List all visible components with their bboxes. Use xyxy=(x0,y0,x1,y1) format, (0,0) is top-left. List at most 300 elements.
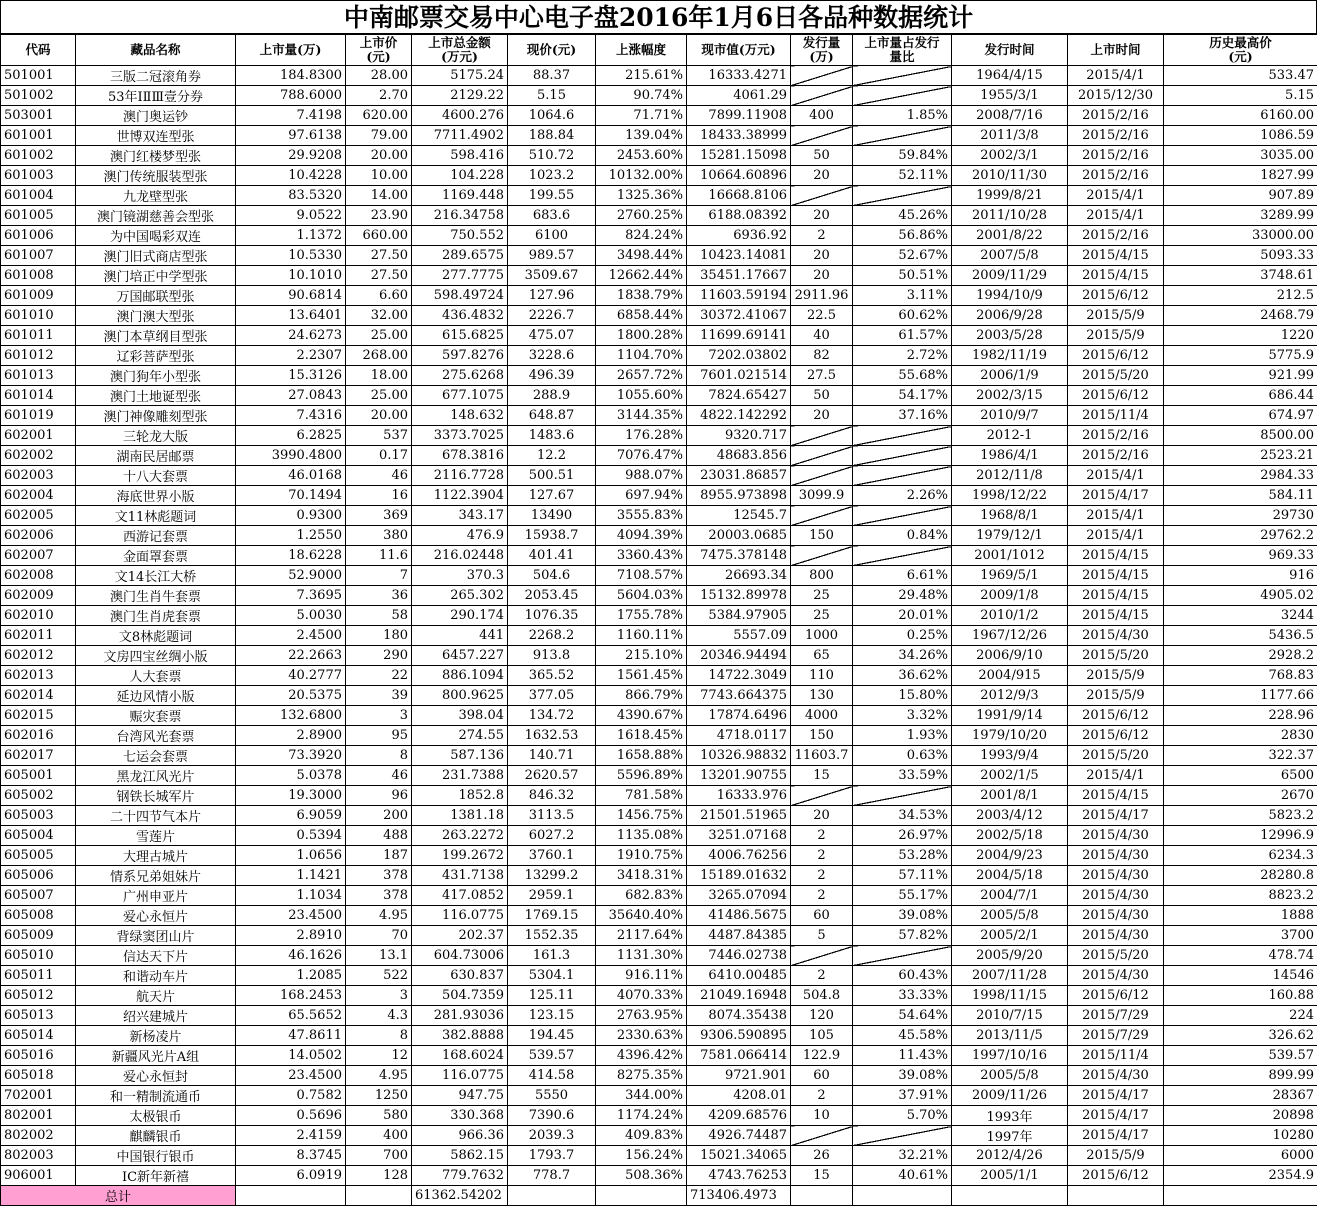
cell-list-amount[interactable]: 1852.8 xyxy=(412,786,508,806)
cell-list-date[interactable]: 2015/6/12 xyxy=(1068,386,1164,406)
cell-list-date[interactable]: 2015/4/1 xyxy=(1068,766,1164,786)
cell-rise[interactable]: 1325.36% xyxy=(596,186,687,206)
cell-code[interactable]: 802003 xyxy=(1,1146,76,1166)
cell-listed-qty[interactable]: 5.0030 xyxy=(236,606,346,626)
cell-issue-date[interactable]: 2006/9/28 xyxy=(952,306,1068,326)
cell-market-value[interactable]: 4926.74487 xyxy=(687,1126,791,1146)
cell-list-amount[interactable]: 630.837 xyxy=(412,966,508,986)
cell-history-high[interactable]: 29762.2 xyxy=(1164,526,1317,546)
cell-history-high[interactable]: 2928.2 xyxy=(1164,646,1317,666)
cell-list-amount[interactable]: 436.4832 xyxy=(412,306,508,326)
cell-issue-date[interactable]: 2005/1/1 xyxy=(952,1166,1068,1186)
cell-history-high[interactable]: 478.74 xyxy=(1164,946,1317,966)
cell-list-price[interactable]: 290 xyxy=(346,646,412,666)
cell-issue-date[interactable]: 2009/11/29 xyxy=(952,266,1068,286)
cell-current-price[interactable]: 500.51 xyxy=(508,466,596,486)
cell-listed-qty[interactable]: 97.6138 xyxy=(236,126,346,146)
cell-history-high[interactable]: 160.88 xyxy=(1164,986,1317,1006)
cell-issue-qty[interactable]: 27.5 xyxy=(791,366,853,386)
cell-list-price[interactable]: 369 xyxy=(346,506,412,526)
cell-current-price[interactable]: 683.6 xyxy=(508,206,596,226)
cell-list-date[interactable]: 2015/4/1 xyxy=(1068,466,1164,486)
cell-name[interactable]: 澳门红楼梦型张 xyxy=(76,146,236,166)
cell-market-value[interactable]: 10423.14081 xyxy=(687,246,791,266)
cell-code[interactable]: 605008 xyxy=(1,906,76,926)
cell-rise[interactable]: 1160.11% xyxy=(596,626,687,646)
cell-listed-qty[interactable]: 0.7582 xyxy=(236,1086,346,1106)
cell-rise[interactable]: 1135.08% xyxy=(596,826,687,846)
cell-current-price[interactable]: 134.72 xyxy=(508,706,596,726)
cell-issue-date[interactable]: 2010/7/15 xyxy=(952,1006,1068,1026)
cell-listed-qty[interactable]: 18.6228 xyxy=(236,546,346,566)
cell-issue-qty[interactable]: 20 xyxy=(791,806,853,826)
cell-issue-qty[interactable]: 82 xyxy=(791,346,853,366)
cell-code[interactable]: 602005 xyxy=(1,506,76,526)
cell-list-amount[interactable]: 289.6575 xyxy=(412,246,508,266)
cell-list-amount[interactable]: 398.04 xyxy=(412,706,508,726)
cell-code[interactable]: 605004 xyxy=(1,826,76,846)
cell-list-amount[interactable]: 4600.276 xyxy=(412,106,508,126)
cell-history-high[interactable]: 8823.2 xyxy=(1164,886,1317,906)
cell-list-amount[interactable]: 604.73006 xyxy=(412,946,508,966)
cell-history-high[interactable]: 768.83 xyxy=(1164,666,1317,686)
cell-issue-date[interactable]: 2005/9/20 xyxy=(952,946,1068,966)
cell-ratio[interactable]: 60.62% xyxy=(853,306,952,326)
cell-listed-qty[interactable]: 3990.4800 xyxy=(236,446,346,466)
cell-market-value[interactable]: 35451.17667 xyxy=(687,266,791,286)
cell-market-value[interactable]: 8955.973898 xyxy=(687,486,791,506)
cell-history-high[interactable]: 5.15 xyxy=(1164,86,1317,106)
cell-list-date[interactable]: 2015/2/16 xyxy=(1068,106,1164,126)
cell-code[interactable]: 605007 xyxy=(1,886,76,906)
cell-list-date[interactable]: 2015/4/30 xyxy=(1068,1066,1164,1086)
cell-ratio[interactable] xyxy=(853,186,952,206)
cell-issue-qty[interactable]: 20 xyxy=(791,266,853,286)
cell-issue-date[interactable]: 2005/2/1 xyxy=(952,926,1068,946)
cell-rise[interactable]: 139.04% xyxy=(596,126,687,146)
cell-issue-qty[interactable]: 5 xyxy=(791,926,853,946)
cell-code[interactable]: 602014 xyxy=(1,686,76,706)
cell-market-value[interactable]: 12545.7 xyxy=(687,506,791,526)
cell-current-price[interactable]: 539.57 xyxy=(508,1046,596,1066)
cell-list-date[interactable]: 2015/6/12 xyxy=(1068,1166,1164,1186)
cell-market-value[interactable]: 15132.89978 xyxy=(687,586,791,606)
cell-ratio[interactable]: 61.57% xyxy=(853,326,952,346)
cell-name[interactable]: 情系兄弟姐妹片 xyxy=(76,866,236,886)
cell-rise[interactable]: 5604.03% xyxy=(596,586,687,606)
cell-list-amount[interactable]: 5862.15 xyxy=(412,1146,508,1166)
cell-rise[interactable]: 1456.75% xyxy=(596,806,687,826)
column-header-code[interactable]: 代码 xyxy=(1,35,76,66)
cell-market-value[interactable]: 4743.76253 xyxy=(687,1166,791,1186)
cell-issue-date[interactable]: 1998/12/22 xyxy=(952,486,1068,506)
cell-rise[interactable]: 3144.35% xyxy=(596,406,687,426)
cell-list-price[interactable]: 380 xyxy=(346,526,412,546)
cell-listed-qty[interactable]: 90.6814 xyxy=(236,286,346,306)
cell-issue-qty[interactable]: 26 xyxy=(791,1146,853,1166)
column-header-issue-date[interactable]: 发行时间 xyxy=(952,35,1068,66)
cell-issue-date[interactable]: 2004/5/18 xyxy=(952,866,1068,886)
cell-history-high[interactable]: 6000 xyxy=(1164,1146,1317,1166)
cell-name[interactable]: 航天片 xyxy=(76,986,236,1006)
cell-rise[interactable]: 2453.60% xyxy=(596,146,687,166)
cell-code[interactable]: 602001 xyxy=(1,426,76,446)
cell-issue-qty[interactable]: 110 xyxy=(791,666,853,686)
cell-listed-qty[interactable]: 40.2777 xyxy=(236,666,346,686)
cell-list-price[interactable]: 46 xyxy=(346,766,412,786)
cell-ratio[interactable] xyxy=(853,946,952,966)
cell-list-amount[interactable]: 947.75 xyxy=(412,1086,508,1106)
cell-market-value[interactable]: 7743.664375 xyxy=(687,686,791,706)
cell-rise[interactable]: 781.58% xyxy=(596,786,687,806)
cell-list-amount[interactable]: 330.368 xyxy=(412,1106,508,1126)
cell-name[interactable]: 雪莲片 xyxy=(76,826,236,846)
cell-market-value[interactable]: 7581.066414 xyxy=(687,1046,791,1066)
cell-issue-date[interactable]: 2012-1 xyxy=(952,426,1068,446)
cell-issue-qty[interactable] xyxy=(791,186,853,206)
cell-issue-qty[interactable]: 2 xyxy=(791,826,853,846)
cell-code[interactable]: 602011 xyxy=(1,626,76,646)
cell-listed-qty[interactable]: 0.5696 xyxy=(236,1106,346,1126)
cell-issue-qty[interactable]: 22.5 xyxy=(791,306,853,326)
cell-issue-qty[interactable]: 15 xyxy=(791,1166,853,1186)
column-header-listed-qty[interactable]: 上市量(万) xyxy=(236,35,346,66)
cell-list-date[interactable]: 2015/4/1 xyxy=(1068,186,1164,206)
cell-name[interactable]: 万国邮联型张 xyxy=(76,286,236,306)
cell-list-amount[interactable]: 779.7632 xyxy=(412,1166,508,1186)
cell-market-value[interactable]: 16668.8106 xyxy=(687,186,791,206)
cell-list-amount[interactable]: 265.302 xyxy=(412,586,508,606)
cell-list-price[interactable]: 14.00 xyxy=(346,186,412,206)
cell-issue-date[interactable]: 2012/9/3 xyxy=(952,686,1068,706)
cell-issue-qty[interactable] xyxy=(791,466,853,486)
cell-market-value[interactable]: 10326.98832 xyxy=(687,746,791,766)
cell-issue-date[interactable]: 2003/5/28 xyxy=(952,326,1068,346)
cell-code[interactable]: 601014 xyxy=(1,386,76,406)
cell-list-price[interactable]: 537 xyxy=(346,426,412,446)
cell-list-amount[interactable]: 116.0775 xyxy=(412,906,508,926)
cell-list-amount[interactable]: 750.552 xyxy=(412,226,508,246)
cell-list-date[interactable]: 2015/5/9 xyxy=(1068,326,1164,346)
cell-market-value[interactable]: 4822.142292 xyxy=(687,406,791,426)
cell-history-high[interactable]: 228.96 xyxy=(1164,706,1317,726)
cell-market-value[interactable]: 7446.02738 xyxy=(687,946,791,966)
cell-list-price[interactable]: 18.00 xyxy=(346,366,412,386)
cell-rise[interactable]: 7108.57% xyxy=(596,566,687,586)
cell-list-date[interactable]: 2015/4/17 xyxy=(1068,1126,1164,1146)
cell-code[interactable]: 602012 xyxy=(1,646,76,666)
cell-list-amount[interactable]: 2129.22 xyxy=(412,86,508,106)
cell-rise[interactable]: 3498.44% xyxy=(596,246,687,266)
cell-name[interactable]: 澳门神像雕刻型张 xyxy=(76,406,236,426)
cell-list-date[interactable]: 2015/4/1 xyxy=(1068,526,1164,546)
cell-market-value[interactable]: 4718.0117 xyxy=(687,726,791,746)
cell-current-price[interactable]: 199.55 xyxy=(508,186,596,206)
total-label[interactable]: 总计 xyxy=(1,1186,236,1206)
cell-list-amount[interactable]: 678.3816 xyxy=(412,446,508,466)
cell-market-value[interactable]: 15021.34065 xyxy=(687,1146,791,1166)
cell-history-high[interactable]: 1177.66 xyxy=(1164,686,1317,706)
cell-issue-qty[interactable]: 2 xyxy=(791,846,853,866)
cell-current-price[interactable]: 123.15 xyxy=(508,1006,596,1026)
cell-list-date[interactable]: 2015/5/9 xyxy=(1068,306,1164,326)
cell-issue-qty[interactable] xyxy=(791,426,853,446)
cell-list-date[interactable]: 2015/4/17 xyxy=(1068,1086,1164,1106)
cell-ratio[interactable]: 1.93% xyxy=(853,726,952,746)
cell-issue-date[interactable]: 1994/10/9 xyxy=(952,286,1068,306)
cell-issue-qty[interactable]: 50 xyxy=(791,386,853,406)
cell-issue-qty[interactable]: 10 xyxy=(791,1106,853,1126)
cell-code[interactable]: 605013 xyxy=(1,1006,76,1026)
cell-name[interactable]: 澳门培正中学型张 xyxy=(76,266,236,286)
cell-rise[interactable]: 2760.25% xyxy=(596,206,687,226)
cell-history-high[interactable]: 1888 xyxy=(1164,906,1317,926)
cell-code[interactable]: 605009 xyxy=(1,926,76,946)
cell-issue-qty[interactable]: 122.9 xyxy=(791,1046,853,1066)
cell-ratio[interactable]: 39.08% xyxy=(853,1066,952,1086)
cell-market-value[interactable]: 6188.08392 xyxy=(687,206,791,226)
cell-list-price[interactable]: 200 xyxy=(346,806,412,826)
cell-list-price[interactable]: 25.00 xyxy=(346,326,412,346)
cell-list-date[interactable]: 2015/4/30 xyxy=(1068,886,1164,906)
cell-listed-qty[interactable]: 788.6000 xyxy=(236,86,346,106)
cell-list-price[interactable]: 27.50 xyxy=(346,246,412,266)
cell-ratio[interactable]: 3.11% xyxy=(853,286,952,306)
cell-issue-date[interactable]: 2011/3/8 xyxy=(952,126,1068,146)
cell-ratio[interactable]: 3.32% xyxy=(853,706,952,726)
cell-ratio[interactable]: 32.21% xyxy=(853,1146,952,1166)
cell-list-price[interactable]: 0.17 xyxy=(346,446,412,466)
cell-history-high[interactable]: 3289.99 xyxy=(1164,206,1317,226)
cell-ratio[interactable] xyxy=(853,86,952,106)
cell-code[interactable]: 602007 xyxy=(1,546,76,566)
cell-current-price[interactable]: 510.72 xyxy=(508,146,596,166)
cell-current-price[interactable]: 1023.2 xyxy=(508,166,596,186)
cell-listed-qty[interactable]: 46.1626 xyxy=(236,946,346,966)
cell-list-date[interactable]: 2015/4/15 xyxy=(1068,786,1164,806)
cell-listed-qty[interactable]: 1.1372 xyxy=(236,226,346,246)
cell-code[interactable]: 605012 xyxy=(1,986,76,1006)
cell-name[interactable]: 世博双连型张 xyxy=(76,126,236,146)
cell-market-value[interactable]: 23031.86857 xyxy=(687,466,791,486)
cell-list-price[interactable]: 187 xyxy=(346,846,412,866)
cell-rise[interactable]: 90.74% xyxy=(596,86,687,106)
cell-name[interactable]: 和一精制流通币 xyxy=(76,1086,236,1106)
cell-listed-qty[interactable]: 70.1494 xyxy=(236,486,346,506)
cell-listed-qty[interactable]: 29.9208 xyxy=(236,146,346,166)
cell-history-high[interactable]: 5093.33 xyxy=(1164,246,1317,266)
cell-list-amount[interactable]: 148.632 xyxy=(412,406,508,426)
cell-ratio[interactable]: 36.62% xyxy=(853,666,952,686)
cell-name[interactable]: 绍兴建城片 xyxy=(76,1006,236,1026)
cell-history-high[interactable]: 1220 xyxy=(1164,326,1317,346)
cell-market-value[interactable]: 3265.07094 xyxy=(687,886,791,906)
cell-code[interactable]: 601001 xyxy=(1,126,76,146)
cell-issue-date[interactable]: 1979/12/1 xyxy=(952,526,1068,546)
cell-listed-qty[interactable]: 1.1421 xyxy=(236,866,346,886)
cell-listed-qty[interactable]: 6.0919 xyxy=(236,1166,346,1186)
cell-list-price[interactable]: 378 xyxy=(346,886,412,906)
cell-ratio[interactable]: 6.61% xyxy=(853,566,952,586)
cell-current-price[interactable]: 288.9 xyxy=(508,386,596,406)
cell-list-date[interactable]: 2015/6/12 xyxy=(1068,726,1164,746)
cell-current-price[interactable]: 377.05 xyxy=(508,686,596,706)
cell-rise[interactable]: 4070.33% xyxy=(596,986,687,1006)
cell-rise[interactable]: 1910.75% xyxy=(596,846,687,866)
cell-list-price[interactable]: 128 xyxy=(346,1166,412,1186)
cell-ratio[interactable]: 45.26% xyxy=(853,206,952,226)
cell-issue-qty[interactable]: 4000 xyxy=(791,706,853,726)
cell-list-date[interactable]: 2015/2/16 xyxy=(1068,446,1164,466)
cell-history-high[interactable]: 29730 xyxy=(1164,506,1317,526)
cell-issue-date[interactable]: 1979/10/20 xyxy=(952,726,1068,746)
cell-issue-date[interactable]: 2010/11/30 xyxy=(952,166,1068,186)
cell-market-value[interactable]: 7202.03802 xyxy=(687,346,791,366)
cell-rise[interactable]: 916.11% xyxy=(596,966,687,986)
cell-list-amount[interactable]: 281.93036 xyxy=(412,1006,508,1026)
cell-list-date[interactable]: 2015/4/17 xyxy=(1068,1106,1164,1126)
cell-current-price[interactable]: 365.52 xyxy=(508,666,596,686)
cell-current-price[interactable]: 188.84 xyxy=(508,126,596,146)
cell-issue-qty[interactable]: 3099.9 xyxy=(791,486,853,506)
cell-list-amount[interactable]: 1381.18 xyxy=(412,806,508,826)
cell-list-price[interactable]: 580 xyxy=(346,1106,412,1126)
cell-rise[interactable]: 3418.31% xyxy=(596,866,687,886)
cell-market-value[interactable]: 20003.0685 xyxy=(687,526,791,546)
cell-list-amount[interactable]: 417.0852 xyxy=(412,886,508,906)
cell-code[interactable]: 602015 xyxy=(1,706,76,726)
cell-issue-date[interactable]: 1998/11/15 xyxy=(952,986,1068,1006)
cell-market-value[interactable]: 4487.84385 xyxy=(687,926,791,946)
cell-list-amount[interactable]: 886.1094 xyxy=(412,666,508,686)
cell-rise[interactable]: 71.71% xyxy=(596,106,687,126)
cell-list-price[interactable]: 488 xyxy=(346,826,412,846)
cell-code[interactable]: 601010 xyxy=(1,306,76,326)
cell-rise[interactable]: 2763.95% xyxy=(596,1006,687,1026)
cell-list-date[interactable]: 2015/11/4 xyxy=(1068,406,1164,426)
cell-history-high[interactable]: 322.37 xyxy=(1164,746,1317,766)
cell-list-amount[interactable]: 5175.24 xyxy=(412,66,508,86)
cell-name[interactable]: 辽彩菩萨型张 xyxy=(76,346,236,366)
cell-rise[interactable]: 3555.83% xyxy=(596,506,687,526)
cell-code[interactable]: 602004 xyxy=(1,486,76,506)
cell-code[interactable]: 906001 xyxy=(1,1166,76,1186)
cell-issue-qty[interactable] xyxy=(791,946,853,966)
cell-history-high[interactable]: 8500.00 xyxy=(1164,426,1317,446)
cell-issue-date[interactable]: 2010/9/7 xyxy=(952,406,1068,426)
cell-code[interactable]: 605003 xyxy=(1,806,76,826)
cell-list-date[interactable]: 2015/4/17 xyxy=(1068,486,1164,506)
cell-list-price[interactable]: 4.95 xyxy=(346,1066,412,1086)
cell-list-price[interactable]: 79.00 xyxy=(346,126,412,146)
cell-current-price[interactable]: 6027.2 xyxy=(508,826,596,846)
cell-issue-date[interactable]: 2002/3/1 xyxy=(952,146,1068,166)
cell-rise[interactable]: 10132.00% xyxy=(596,166,687,186)
cell-issue-date[interactable]: 1967/12/26 xyxy=(952,626,1068,646)
cell-list-price[interactable]: 7 xyxy=(346,566,412,586)
cell-name[interactable]: 澳门本草纲目型张 xyxy=(76,326,236,346)
cell-list-date[interactable]: 2015/11/4 xyxy=(1068,1046,1164,1066)
cell-code[interactable]: 503001 xyxy=(1,106,76,126)
cell-list-date[interactable]: 2015/4/30 xyxy=(1068,626,1164,646)
cell-issue-qty[interactable] xyxy=(791,446,853,466)
cell-ratio[interactable]: 40.61% xyxy=(853,1166,952,1186)
cell-issue-qty[interactable]: 105 xyxy=(791,1026,853,1046)
cell-list-price[interactable]: 25.00 xyxy=(346,386,412,406)
cell-list-price[interactable]: 46 xyxy=(346,466,412,486)
cell-code[interactable]: 601013 xyxy=(1,366,76,386)
cell-current-price[interactable]: 2959.1 xyxy=(508,886,596,906)
cell-code[interactable]: 605014 xyxy=(1,1026,76,1046)
cell-rise[interactable]: 6858.44% xyxy=(596,306,687,326)
cell-history-high[interactable]: 2984.33 xyxy=(1164,466,1317,486)
total-empty-cell[interactable] xyxy=(596,1186,687,1206)
cell-ratio[interactable]: 0.63% xyxy=(853,746,952,766)
cell-ratio[interactable] xyxy=(853,446,952,466)
cell-issue-qty[interactable]: 40 xyxy=(791,326,853,346)
cell-ratio[interactable]: 34.53% xyxy=(853,806,952,826)
cell-history-high[interactable]: 539.57 xyxy=(1164,1046,1317,1066)
cell-list-amount[interactable]: 199.2672 xyxy=(412,846,508,866)
cell-rise[interactable]: 1174.24% xyxy=(596,1106,687,1126)
cell-current-price[interactable]: 2620.57 xyxy=(508,766,596,786)
cell-issue-qty[interactable]: 400 xyxy=(791,106,853,126)
cell-market-value[interactable]: 9306.590895 xyxy=(687,1026,791,1046)
cell-current-price[interactable]: 194.45 xyxy=(508,1026,596,1046)
cell-name[interactable]: 三轮龙大版 xyxy=(76,426,236,446)
cell-code[interactable]: 601003 xyxy=(1,166,76,186)
cell-name[interactable]: 延边风情小版 xyxy=(76,686,236,706)
cell-name[interactable]: 湖南民居邮票 xyxy=(76,446,236,466)
cell-rise[interactable]: 176.28% xyxy=(596,426,687,446)
cell-rise[interactable]: 697.94% xyxy=(596,486,687,506)
cell-issue-date[interactable]: 2005/5/8 xyxy=(952,1066,1068,1086)
cell-history-high[interactable]: 14546 xyxy=(1164,966,1317,986)
cell-issue-date[interactable]: 2004/915 xyxy=(952,666,1068,686)
column-header-market-value[interactable]: 现市值(万元) xyxy=(687,35,791,66)
cell-ratio[interactable]: 0.84% xyxy=(853,526,952,546)
cell-listed-qty[interactable]: 19.3000 xyxy=(236,786,346,806)
cell-code[interactable]: 601002 xyxy=(1,146,76,166)
cell-issue-qty[interactable]: 15 xyxy=(791,766,853,786)
cell-rise[interactable]: 3360.43% xyxy=(596,546,687,566)
cell-name[interactable]: 中国银行银币 xyxy=(76,1146,236,1166)
cell-market-value[interactable]: 7601.021514 xyxy=(687,366,791,386)
total-empty-cell[interactable] xyxy=(508,1186,596,1206)
cell-code[interactable]: 602003 xyxy=(1,466,76,486)
cell-list-date[interactable]: 2015/12/30 xyxy=(1068,86,1164,106)
cell-name[interactable]: 新杨凌片 xyxy=(76,1026,236,1046)
cell-list-price[interactable]: 39 xyxy=(346,686,412,706)
cell-list-amount[interactable]: 382.8888 xyxy=(412,1026,508,1046)
cell-list-price[interactable]: 16 xyxy=(346,486,412,506)
cell-list-date[interactable]: 2015/6/12 xyxy=(1068,286,1164,306)
cell-market-value[interactable]: 15189.01632 xyxy=(687,866,791,886)
cell-current-price[interactable]: 5.15 xyxy=(508,86,596,106)
cell-ratio[interactable] xyxy=(853,126,952,146)
cell-listed-qty[interactable]: 1.2550 xyxy=(236,526,346,546)
cell-list-amount[interactable]: 441 xyxy=(412,626,508,646)
cell-market-value[interactable]: 41486.5675 xyxy=(687,906,791,926)
cell-market-value[interactable]: 48683.856 xyxy=(687,446,791,466)
total-empty-cell[interactable] xyxy=(853,1186,952,1206)
cell-history-high[interactable]: 5436.5 xyxy=(1164,626,1317,646)
cell-listed-qty[interactable]: 184.8300 xyxy=(236,66,346,86)
cell-list-date[interactable]: 2015/7/29 xyxy=(1068,1026,1164,1046)
cell-market-value[interactable]: 13201.90755 xyxy=(687,766,791,786)
cell-current-price[interactable]: 2053.45 xyxy=(508,586,596,606)
cell-issue-qty[interactable]: 1000 xyxy=(791,626,853,646)
